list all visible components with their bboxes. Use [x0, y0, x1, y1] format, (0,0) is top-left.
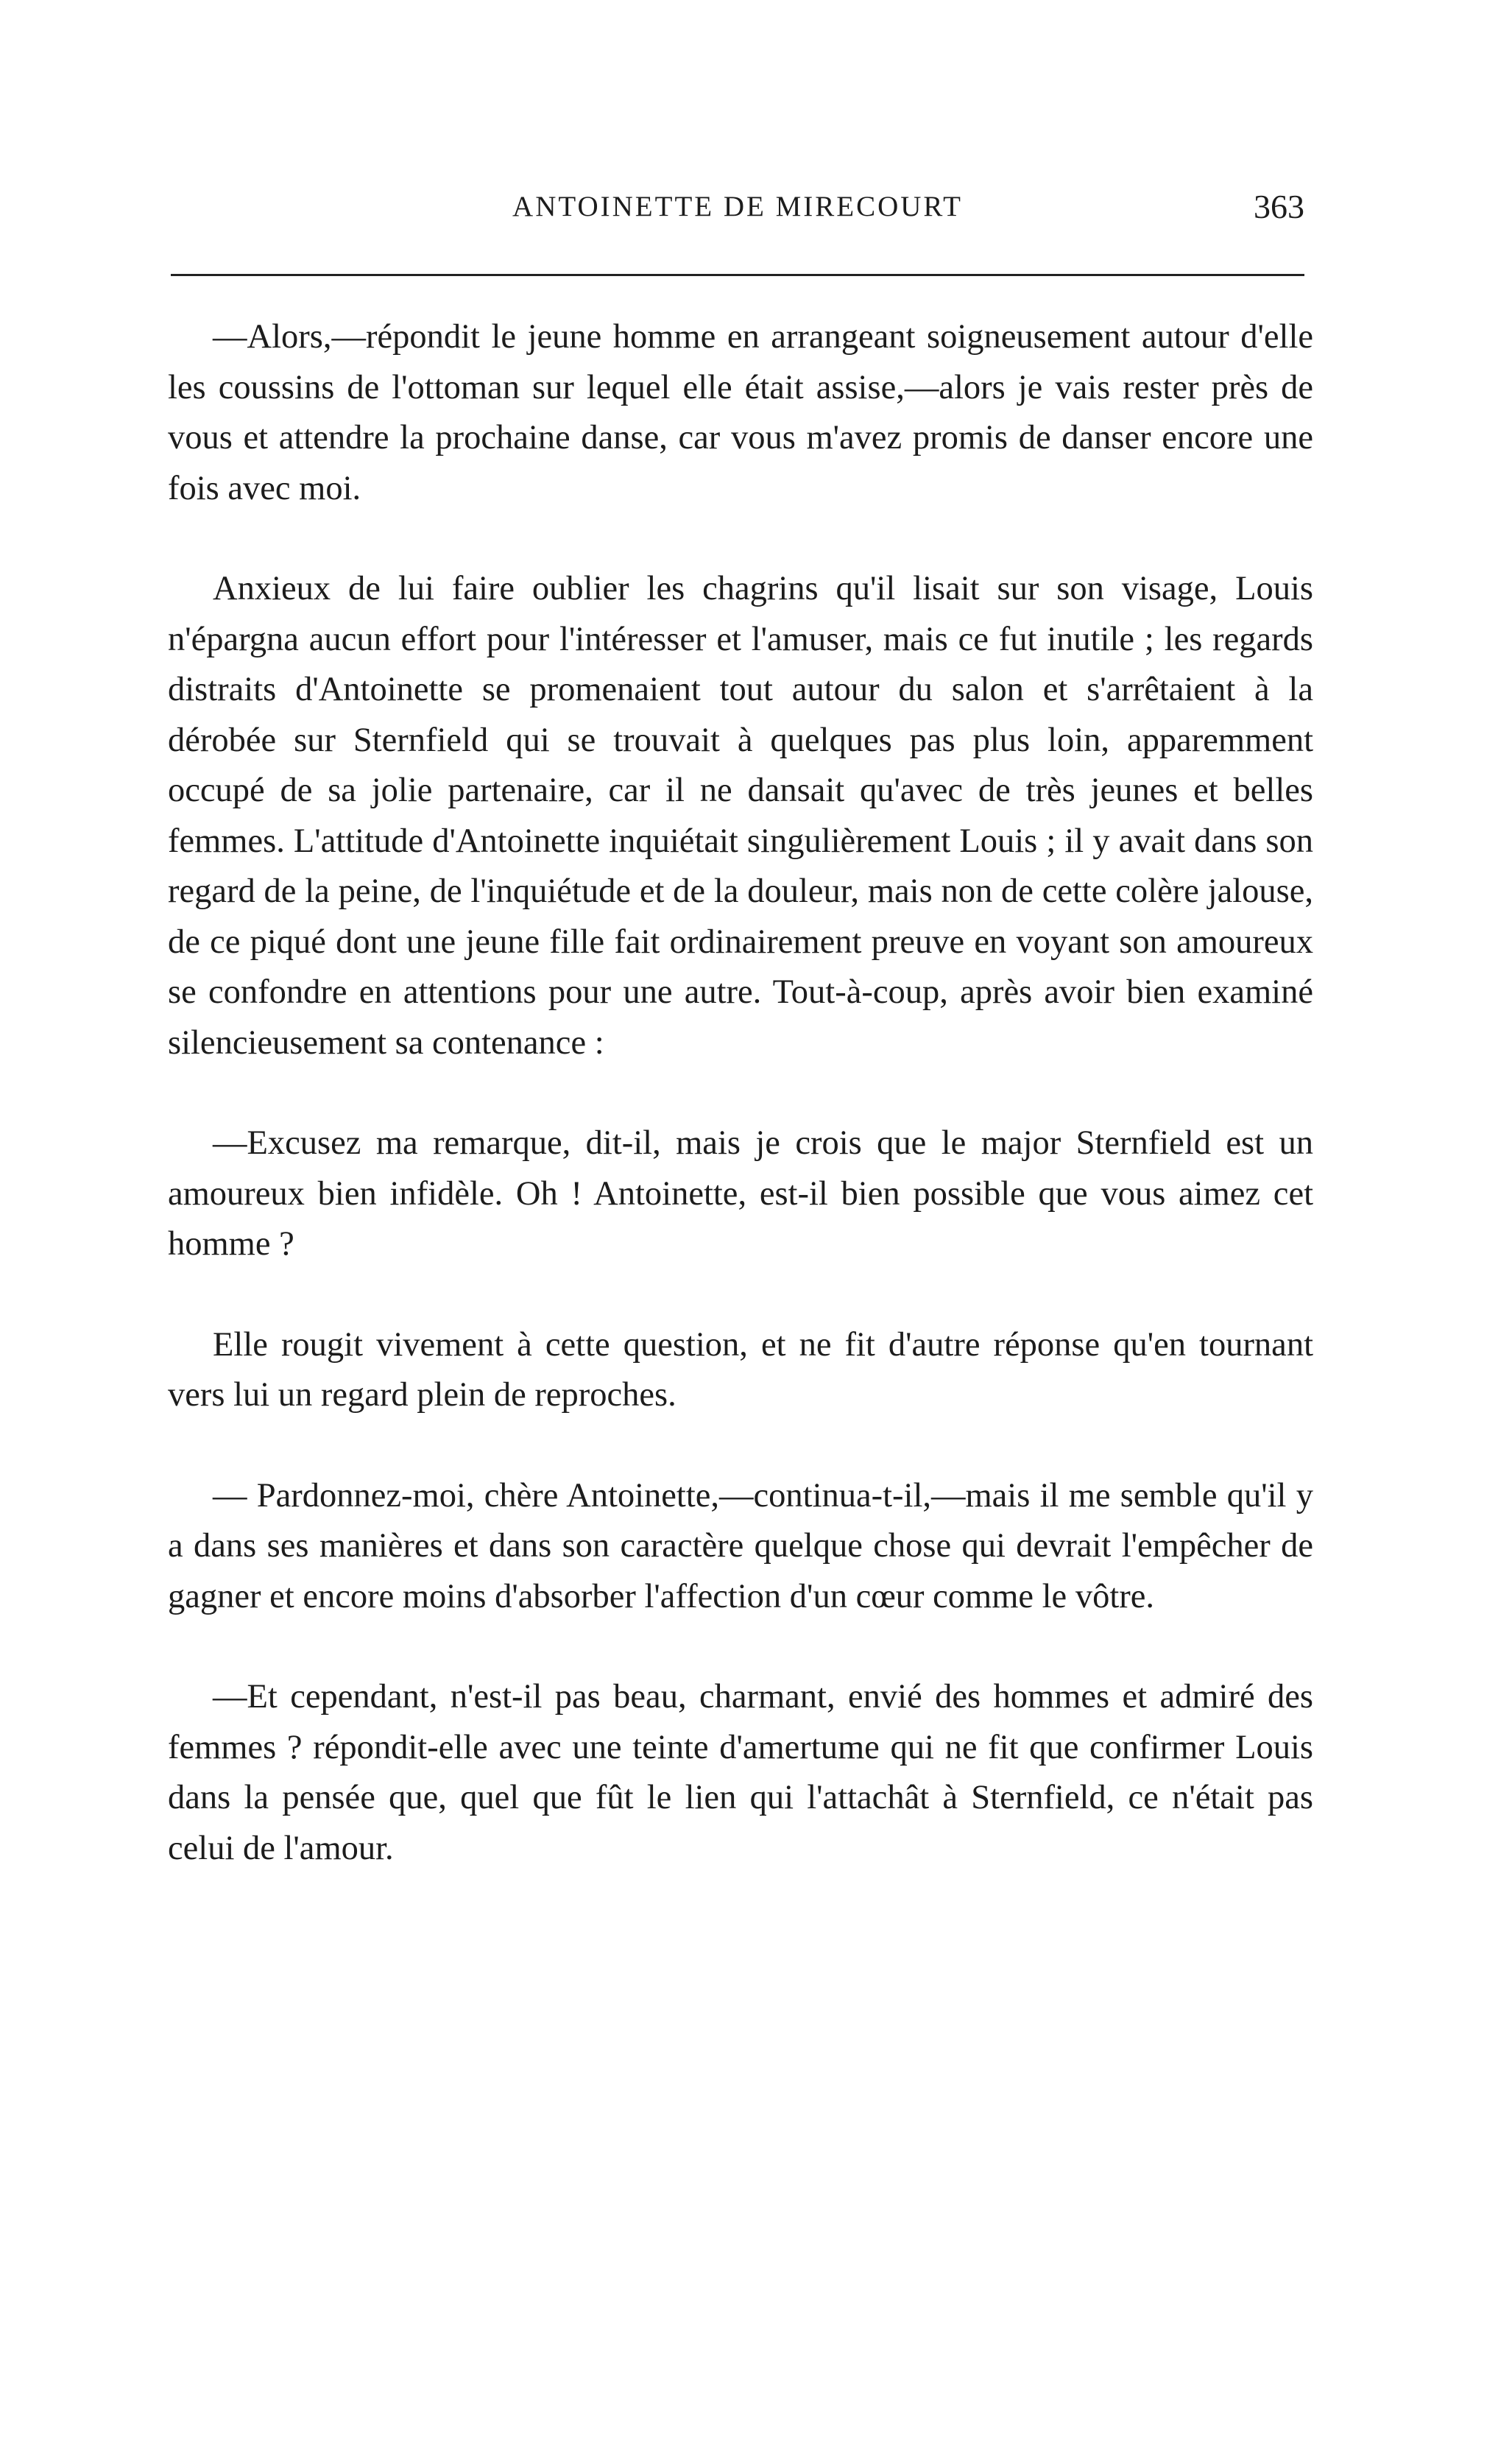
paragraph: —Et cependant, n'est-il pas beau, charmant, envié des hommes et admiré des femmes ? répondit-elle avec une teinte d'amertume qui ne fit que confirmer Louis dans la pensée que, quel que fût le lien qui l'attachât à Sternfield, ce n'était pas celui de l'amour. [168, 1678, 1313, 1867]
paragraph: — Pardonnez-moi, chère Antoinette,—continua-t-il,—mais il me semble qu'il y a dans ses manières et dans son caractère quelque chose qui devrait l'empêcher de gagner et encore moins d'absorber l'affection d'un cœur comme le vôtre. [168, 1476, 1313, 1615]
paragraph: —Excusez ma remarque, dit-il, mais je crois que le major Sternfield est un amoureux bien infidèle. Oh ! Antoinette, est-il bien possible que vous aimez cet homme ? [168, 1124, 1313, 1263]
paragraph: Elle rougit vivement à cette question, et ne fit d'autre réponse qu'en tournant vers lui un regard plein de reproches. [168, 1325, 1313, 1414]
page-number: 363 [1254, 188, 1304, 225]
paragraph: —Alors,—répondit le jeune homme en arrangeant soigneusement autour d'elle les coussins de l'ottoman sur lequel elle était assise,—alors je vais rester près de vous et attendre la prochaine danse, car vous m'avez promis de danser encore une fois avec moi. [168, 318, 1313, 507]
paragraph: Anxieux de lui faire oublier les chagrins qu'il lisait sur son visage, Louis n'épargna aucun effort pour l'intéresser et l'amuser, mais ce fut inutile ; les regards distraits d'Antoinette se promenaient tout autour du salon et s'arrêtaient à la dérobée sur Sternfield qui se trouvait à quelques pas plus loin, apparemment occupé de sa jolie partenaire, car il ne dansait qu'avec de très jeunes et belles femmes. L'attitude d'Antoinette inquiétait singulièrement Louis ; il y avait dans son regard de la peine, de l'inquiétude et de la douleur, mais non de cette colère jalouse, de ce piqué dont une jeune fille fait ordinairement preuve en voyant son amoureux se confondre en attentions pour une autre. Tout-à-coup, après avoir bien examiné silencieusement sa contenance : [168, 570, 1313, 1062]
running-head [171, 190, 1304, 237]
body-text [168, 312, 1313, 1874]
header-rule [171, 274, 1304, 276]
running-title: ANTOINETTE DE MIRECOURT [512, 191, 963, 222]
